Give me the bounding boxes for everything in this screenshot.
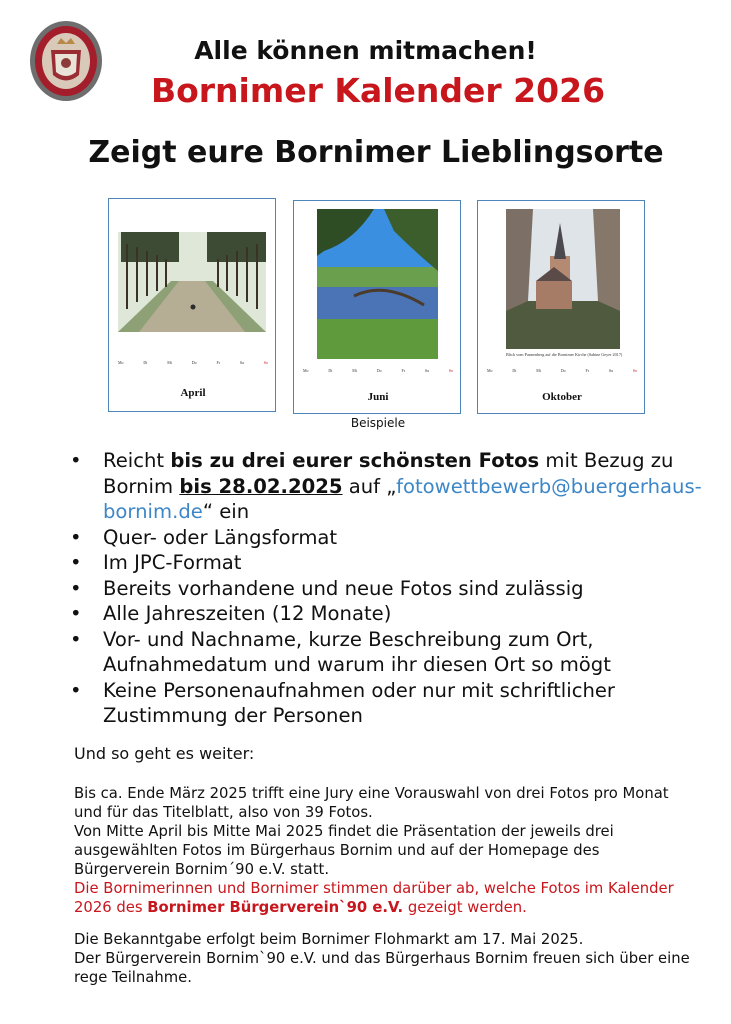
bullet-marker: • — [70, 602, 82, 625]
weekday-label: Mo — [118, 360, 124, 365]
examples-caption: Beispiele — [350, 416, 406, 430]
voting-text: gezeigt werden. — [403, 899, 527, 917]
deadline-date: bis 28.02.2025 — [179, 474, 343, 498]
bullet-marker: • — [70, 551, 82, 574]
bullet-text: mit Bezug zu Bornim — [103, 449, 674, 498]
weekday-label: Mo — [303, 368, 309, 373]
list-item — [70, 627, 710, 678]
bullet-text: Im JPC-Format — [103, 551, 242, 574]
voting-text: Die Bornimerinnen und Bornimer stimmen darüber ab, welche Fotos im Kalender 2026 des — [74, 880, 674, 917]
weekday-label: Sa — [608, 368, 613, 373]
paragraph-announcement: Die Bekanntgabe erfolgt beim Bornimer Flohmarkt am 17. Mai 2025. — [74, 931, 584, 948]
paragraph-voting — [74, 879, 694, 917]
list-item — [70, 601, 710, 627]
bullet-text: auf „ — [342, 474, 397, 498]
bullet-text: Alle Jahreszeiten (12 Monate) — [103, 602, 392, 625]
weekday-label: So — [632, 368, 637, 373]
headline-subtitle: Zeigt eure Bornimer Lieblingsorte — [88, 135, 664, 170]
paragraph-closing: Der Bürgerverein Bornim`90 e.V. und das Bürgerhaus Bornim freuen sich über eine rege Teilnahme. — [74, 950, 690, 987]
calendar-page-graphic — [294, 201, 462, 415]
weekday-label: Sa — [239, 360, 244, 365]
month-label: April — [180, 387, 206, 399]
paragraph-preselection: Bis ca. Ende März 2025 trifft eine Jury eine Vorauswahl von drei Fotos pro Monat und für das Titelblatt, also von 39 Fotos. — [74, 785, 669, 822]
bullet-text: Reicht — [103, 449, 171, 472]
month-label: Juni — [367, 391, 389, 403]
bullet-text: Bereits vorhandene und neue Fotos sind zulässig — [103, 576, 584, 600]
photo-note: Blick vom Pannenberg auf die Bornimer Kirche (Sabine Geyer 2017) — [506, 352, 623, 357]
paragraph-presentation: Von Mitte April bis Mitte Mai 2025 findet die Präsentation der jeweils drei ausgewählten Fotos im Bürgerhaus Bornim und auf der Homepage des Bürgerverein Bornim´90 e.V. statt. — [74, 823, 614, 879]
bullet-marker: • — [70, 525, 82, 549]
weekday-label: Di — [328, 368, 333, 373]
bullet-text: Quer- oder Längsformat — [103, 525, 338, 549]
bullet-marker: • — [70, 449, 82, 472]
requirements-list — [70, 448, 710, 729]
list-item — [70, 576, 710, 602]
list-item — [70, 525, 710, 551]
list-item — [70, 678, 710, 729]
list-item — [70, 448, 710, 525]
weekday-label: Fr — [585, 368, 590, 373]
weekday-label: Mo — [487, 368, 493, 373]
bullet-text: Vor- und Nachname, kurze Beschreibung zum Ort, Aufnahmedatum und warum ihr diesen Ort so mögt — [103, 627, 611, 676]
weekday-label: Fr — [401, 368, 406, 373]
bullet-marker: • — [70, 627, 82, 651]
weekday-label: Do — [560, 368, 566, 373]
calendar-sample-juni — [293, 200, 461, 414]
association-name: Bornimer Bürgerverein`90 e.V. — [147, 899, 404, 917]
bullet-marker: • — [70, 678, 82, 702]
bullet-text: “ ein — [202, 500, 250, 523]
month-grid — [118, 359, 268, 366]
month-grid — [303, 367, 453, 374]
calendar-sample-oktober — [477, 200, 645, 414]
weekday-label: Do — [191, 360, 197, 365]
bullet-emphasis: bis zu drei eurer schönsten Fotos — [170, 449, 540, 472]
weekday-label: Sa — [424, 368, 429, 373]
weekday-label: Mi — [536, 368, 541, 373]
next-steps-heading: Und so geht es weiter: — [74, 744, 255, 763]
headline-invitation: Alle können mitmachen! — [194, 36, 537, 65]
headline-calendar-title: Bornimer Kalender 2026 — [150, 71, 606, 110]
list-item — [70, 550, 710, 576]
calendar-page-graphic — [478, 201, 646, 415]
weekday-label: Di — [512, 368, 517, 373]
weekday-label: Mi — [167, 360, 172, 365]
month-label: Oktober — [542, 391, 582, 403]
bullet-marker: • — [70, 576, 82, 600]
month-grid — [487, 367, 637, 374]
weekday-label: So — [448, 368, 453, 373]
bullet-text: Keine Personenaufnahmen oder nur mit schriftlicher Zustimmung der Personen — [103, 678, 615, 727]
weekday-label: Do — [376, 368, 382, 373]
weekday-label: Fr — [216, 360, 221, 365]
weekday-label: Mi — [352, 368, 357, 373]
calendar-sample-april — [108, 198, 276, 412]
email-link[interactable]: fotowettbewerb@buergerhaus-bornim.de — [103, 474, 702, 523]
calendar-page-graphic — [109, 199, 277, 413]
weekday-label: So — [263, 360, 268, 365]
weekday-label: Di — [143, 360, 148, 365]
